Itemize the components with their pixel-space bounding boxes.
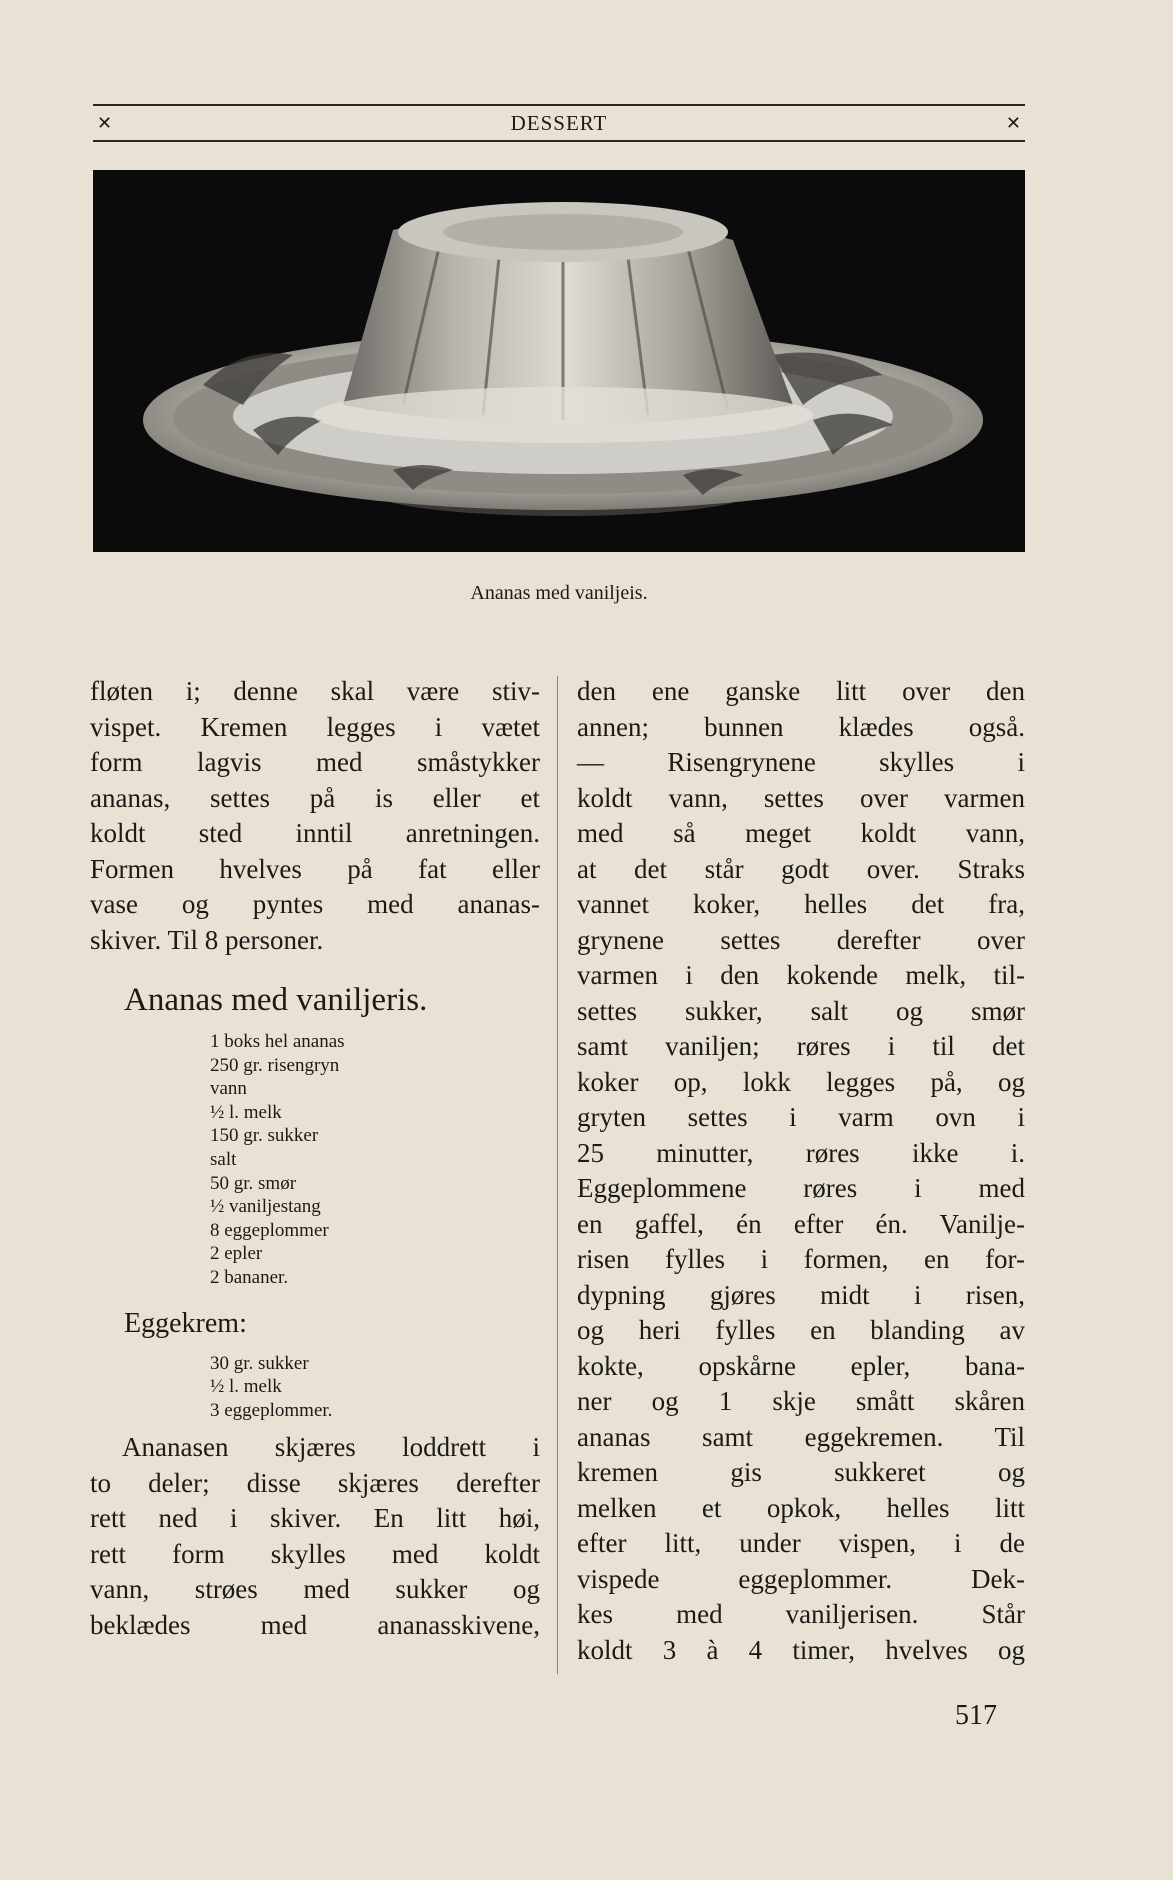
text-line: efter litt, under vispen, i de <box>577 1528 1025 1558</box>
header-title: DESSERT <box>510 110 608 135</box>
text-line: grynene settes derefter over <box>577 924 1025 955</box>
header-left-mark: ✕ <box>97 112 113 134</box>
header-right-mark: ✕ <box>1005 112 1021 134</box>
text-line: annen; bunnen klædes også. <box>577 711 1025 742</box>
text-line: beklædes med ananasskivene, <box>90 1609 540 1640</box>
text-line: rett form skylles med koldt <box>90 1538 540 1569</box>
ingredient-item: vann <box>210 1078 247 1100</box>
ingredient-item: 2 bananer. <box>210 1266 289 1288</box>
recipe-title: Ananas med vaniljeris. <box>124 982 428 1018</box>
text-line: med så meget koldt vann, <box>577 818 1025 848</box>
subsection-title: Eggekrem: <box>124 1307 247 1339</box>
text-line: Ananasen skjæres loddrett i <box>122 1432 540 1463</box>
text-line: vase og pyntes med ananas- <box>90 889 540 919</box>
ingredient-list <box>210 1030 540 1290</box>
text-line: den ene ganske litt over den <box>577 676 1025 706</box>
text-line: kremen gis sukkeret og <box>577 1457 1025 1487</box>
column-divider <box>557 676 558 1674</box>
ingredient-item: 150 gr. sukker <box>210 1125 319 1147</box>
text-line: rett ned i skiver. En litt høi, <box>90 1503 540 1534</box>
ingredient-item: 50 gr. smør <box>210 1172 297 1194</box>
ingredient-item: 30 gr. sukker <box>210 1352 309 1374</box>
text-line: risen fylles i formen, en for- <box>577 1244 1025 1274</box>
text-line: samt vaniljen; røres i til det <box>577 1031 1025 1061</box>
text-line: to deler; disse skjæres derefter <box>90 1467 540 1498</box>
text-line: ner og 1 skje smått skåren <box>577 1386 1025 1416</box>
text-line: koldt sted inntil anretningen. <box>90 818 540 848</box>
text-line: vann, strøes med sukker og <box>90 1574 540 1605</box>
text-line: varmen i den kokende melk, til- <box>577 960 1025 990</box>
text-line: form lagvis med småstykker <box>90 747 540 777</box>
ingredient-item: 3 eggeplommer. <box>210 1399 333 1421</box>
dessert-photo <box>93 170 1025 552</box>
ingredient-item: ½ l. melk <box>210 1101 282 1123</box>
ingredient-item: 250 gr. risengryn <box>210 1054 340 1076</box>
sub-ingredient-list <box>210 1352 540 1423</box>
text-line: vispede eggeplommer. Dek- <box>577 1563 1025 1594</box>
text-line: ananas, settes på is eller et <box>90 782 540 813</box>
text-line: kokte, opskårne epler, bana- <box>577 1350 1025 1381</box>
text-line: vannet koker, helles det fra, <box>577 889 1025 919</box>
text-line: dypning gjøres midt i risen, <box>577 1279 1025 1310</box>
text-line: Eggeplommene røres i med <box>577 1173 1025 1203</box>
ingredient-item: ½ l. melk <box>210 1376 282 1398</box>
running-head <box>93 104 1025 142</box>
method-paragraph <box>90 1430 540 1643</box>
dessert-photo-illustration <box>93 170 1025 552</box>
ingredient-item: 8 eggeplommer <box>210 1219 329 1241</box>
text-line: Formen hvelves på fat eller <box>90 853 540 884</box>
text-line: fløten i; denne skal være stiv- <box>90 676 540 706</box>
ingredient-item: ½ vaniljestang <box>210 1196 321 1218</box>
text-line: 25 minutter, røres ikke i. <box>577 1137 1025 1168</box>
text-line: en gaffel, én efter én. Vanilje- <box>577 1208 1025 1239</box>
text-line: kes med vaniljerisen. Står <box>577 1599 1025 1629</box>
text-line: vispet. Kremen legges i vætet <box>90 711 540 742</box>
text-line: koker op, lokk legges på, og <box>577 1066 1025 1097</box>
ingredient-item: salt <box>210 1148 237 1170</box>
text-line: koldt vann, settes over varmen <box>577 782 1025 813</box>
text-line: gryten settes i varm ovn i <box>577 1102 1025 1132</box>
ingredient-item: 1 boks hel ananas <box>210 1031 345 1052</box>
text-line: og heri fylles en blanding av <box>577 1315 1025 1345</box>
figure-caption: Ananas med vaniljeis. <box>470 582 648 604</box>
right-column <box>577 674 1025 1668</box>
page-number: 517 <box>955 1700 997 1731</box>
text-line: — Risengrynene skylles i <box>577 747 1025 777</box>
text-line: skiver. Til 8 personer. <box>90 924 324 955</box>
left-column <box>90 674 540 1643</box>
text-line: settes sukker, salt og smør <box>577 995 1025 1026</box>
ingredient-item: 2 epler <box>210 1243 263 1265</box>
text-line: ananas samt eggekremen. Til <box>577 1421 1025 1452</box>
intro-paragraph <box>90 674 540 958</box>
text-line: melken et opkok, helles litt <box>577 1492 1025 1523</box>
text-line: koldt 3 à 4 timer, hvelves og <box>577 1634 1025 1665</box>
text-line: at det står godt over. Straks <box>577 853 1025 884</box>
